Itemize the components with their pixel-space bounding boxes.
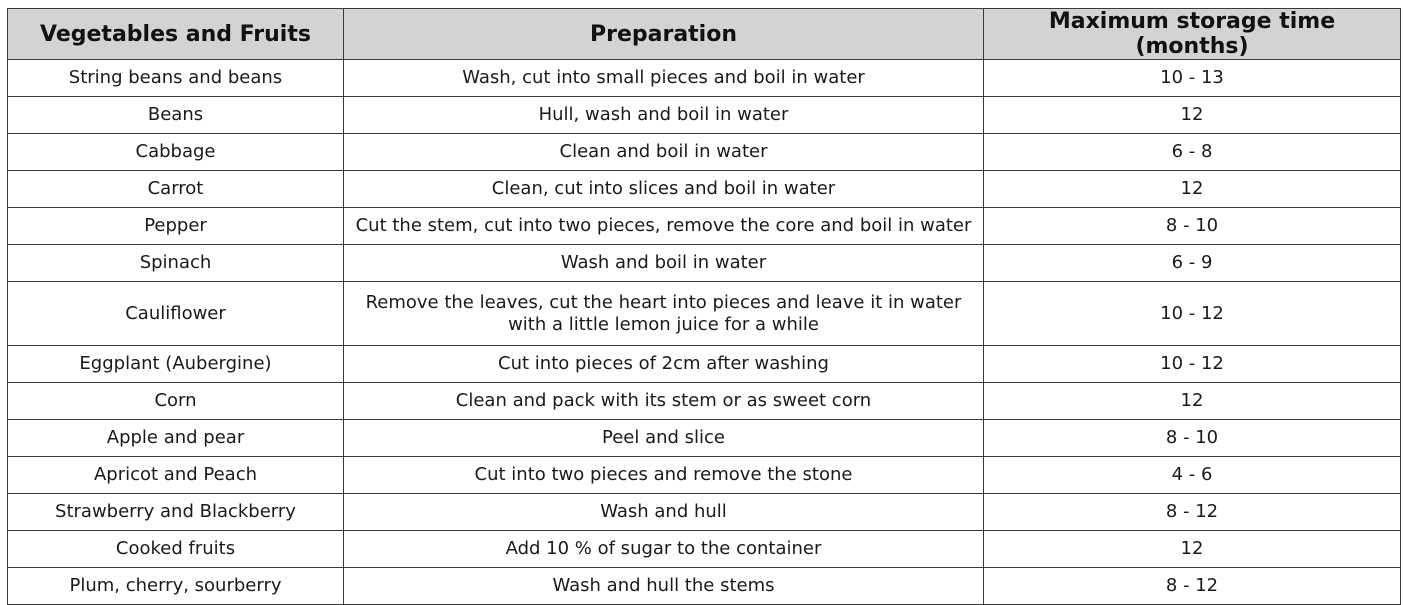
cell-storage: 12 — [984, 97, 1401, 134]
cell-preparation: Wash and hull the stems — [344, 568, 984, 605]
cell-item: Carrot — [8, 171, 344, 208]
cell-storage: 8 - 10 — [984, 420, 1401, 457]
header-max-storage-time: Maximum storage time (months) — [984, 9, 1401, 60]
cell-item: Spinach — [8, 245, 344, 282]
cell-preparation: Remove the leaves, cut the heart into pieces and leave it in water with a little lemon juice for a while — [344, 282, 984, 346]
cell-item: Cauliflower — [8, 282, 344, 346]
table-row — [8, 346, 1401, 383]
cell-item: Cabbage — [8, 134, 344, 171]
cell-storage: 12 — [984, 531, 1401, 568]
cell-preparation: Wash, cut into small pieces and boil in water — [344, 60, 984, 97]
cell-preparation: Wash and hull — [344, 494, 984, 531]
cell-storage: 10 - 12 — [984, 346, 1401, 383]
table-row — [8, 457, 1401, 494]
cell-preparation: Add 10 % of sugar to the container — [344, 531, 984, 568]
cell-preparation: Clean, cut into slices and boil in water — [344, 171, 984, 208]
table-row — [8, 383, 1401, 420]
table-row — [8, 494, 1401, 531]
cell-item: Cooked fruits — [8, 531, 344, 568]
cell-item: Apricot and Peach — [8, 457, 344, 494]
cell-preparation: Cut into two pieces and remove the stone — [344, 457, 984, 494]
table-header-row — [8, 9, 1401, 60]
cell-item: Strawberry and Blackberry — [8, 494, 344, 531]
header-preparation: Preparation — [344, 9, 984, 60]
cell-storage: 8 - 10 — [984, 208, 1401, 245]
header-vegetables-and-fruits: Vegetables and Fruits — [8, 9, 344, 60]
cell-storage: 6 - 8 — [984, 134, 1401, 171]
cell-preparation: Hull, wash and boil in water — [344, 97, 984, 134]
cell-preparation: Cut into pieces of 2cm after washing — [344, 346, 984, 383]
table-row — [8, 420, 1401, 457]
table-row — [8, 245, 1401, 282]
cell-storage: 4 - 6 — [984, 457, 1401, 494]
table-row — [8, 97, 1401, 134]
cell-storage: 12 — [984, 171, 1401, 208]
table-row — [8, 531, 1401, 568]
cell-item: Pepper — [8, 208, 344, 245]
cell-item: String beans and beans — [8, 60, 344, 97]
storage-table — [7, 8, 1401, 605]
cell-preparation: Peel and slice — [344, 420, 984, 457]
cell-preparation: Clean and boil in water — [344, 134, 984, 171]
cell-storage: 6 - 9 — [984, 245, 1401, 282]
table-row — [8, 60, 1401, 97]
cell-preparation: Cut the stem, cut into two pieces, remove the core and boil in water — [344, 208, 984, 245]
table-row — [8, 134, 1401, 171]
cell-item: Eggplant (Aubergine) — [8, 346, 344, 383]
cell-preparation: Wash and boil in water — [344, 245, 984, 282]
cell-storage: 10 - 12 — [984, 282, 1401, 346]
table-row — [8, 568, 1401, 605]
cell-storage: 8 - 12 — [984, 494, 1401, 531]
cell-item: Apple and pear — [8, 420, 344, 457]
cell-item: Corn — [8, 383, 344, 420]
cell-storage: 10 - 13 — [984, 60, 1401, 97]
cell-item: Beans — [8, 97, 344, 134]
cell-preparation: Clean and pack with its stem or as sweet corn — [344, 383, 984, 420]
cell-storage: 12 — [984, 383, 1401, 420]
table-row — [8, 171, 1401, 208]
cell-item: Plum, cherry, sourberry — [8, 568, 344, 605]
table-row — [8, 208, 1401, 245]
table-row — [8, 282, 1401, 346]
cell-storage: 8 - 12 — [984, 568, 1401, 605]
